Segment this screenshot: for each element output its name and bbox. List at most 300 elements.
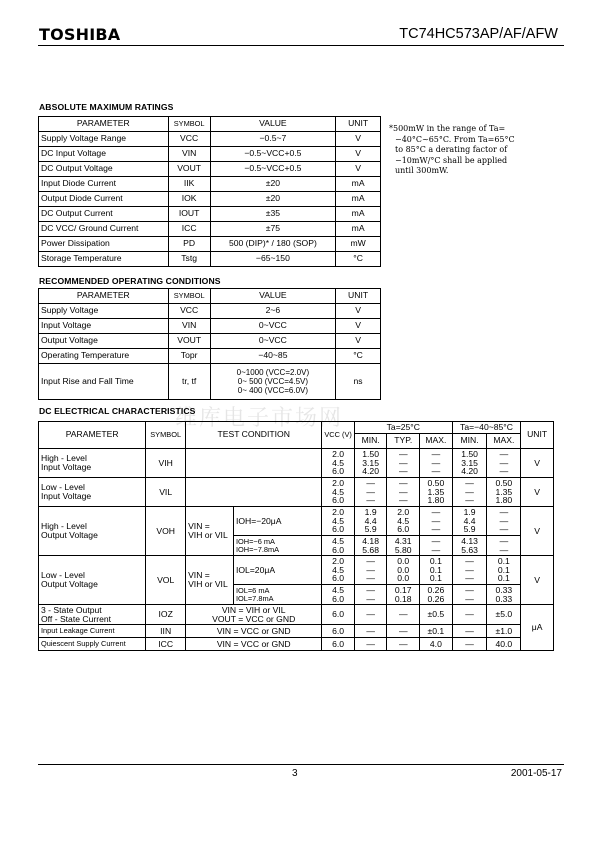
value-cell: −0.5~7 [210, 132, 336, 147]
param-cell: Output Voltage [39, 334, 169, 349]
watermark: 维库电子市场网 [175, 406, 344, 431]
cond-cell [186, 507, 234, 556]
val: 4.20 [362, 466, 379, 477]
min85-cell: — [452, 625, 487, 638]
vcc-cell [322, 556, 355, 585]
val: 4.5 [332, 515, 345, 526]
val: 0.0 [397, 573, 410, 584]
cond-line: VIH or VIL [188, 530, 228, 540]
param-cell [39, 556, 146, 605]
cond-cell [186, 449, 322, 478]
val: — [398, 495, 408, 506]
param-cell: Quiescent Supply Current [39, 638, 146, 651]
cond-cell: IOL=20μA [233, 556, 321, 585]
param-cell: DC Output Voltage [39, 162, 169, 177]
val: — [398, 449, 408, 460]
param-cell: Input Rise and Fall Time [39, 364, 169, 400]
value-line: 0~ 400 (VCC=6.0V) [237, 386, 309, 395]
val: 4.4 [364, 515, 377, 526]
unit-cell: V [336, 147, 381, 162]
param-cell [39, 507, 146, 556]
val: — [366, 593, 375, 604]
value-cell: ±20 [210, 177, 336, 192]
note-line: −40°C~65°C. From Ta=65°C [395, 134, 515, 144]
val: — [499, 449, 509, 460]
val: — [499, 544, 509, 555]
min-cell [354, 449, 387, 478]
cond-cell [233, 585, 321, 605]
val: — [465, 573, 474, 584]
unit-cell: V [336, 334, 381, 349]
val: 0.1 [429, 573, 442, 584]
val: 4.5 [332, 584, 345, 595]
val: 5.68 [362, 544, 379, 555]
col-header: Ta=25°C [354, 422, 452, 434]
col-header: MAX. [487, 434, 521, 449]
min-cell [354, 507, 387, 536]
min85-cell [452, 556, 487, 585]
val: 6.0 [397, 524, 410, 535]
symbol-cell: IIK [168, 177, 210, 192]
min-cell: — [354, 605, 387, 625]
note-line: to 85°C a derating factor of [395, 145, 508, 155]
val: 2.0 [332, 507, 345, 518]
unit-cell: mA [336, 192, 381, 207]
val: 3.15 [461, 457, 478, 468]
val: — [366, 556, 375, 567]
val: 6.0 [332, 524, 345, 535]
val: — [465, 495, 474, 506]
val: 1.9 [463, 507, 476, 518]
unit-cell: V [521, 478, 554, 507]
val: — [465, 478, 474, 489]
vcc-cell: 6.0 [322, 605, 355, 625]
max85-cell [487, 585, 521, 605]
val: 4.5 [397, 515, 410, 526]
min-cell [354, 585, 387, 605]
val: — [431, 544, 441, 555]
unit-cell: ns [336, 364, 381, 400]
max85-cell [487, 478, 521, 507]
col-header: TYP. [387, 434, 420, 449]
value-cell: ±35 [210, 207, 336, 222]
max85-cell [487, 536, 521, 556]
val: 1.35 [427, 486, 445, 497]
param-cell: Input Diode Current [39, 177, 169, 192]
val: 4.20 [461, 466, 478, 477]
note-line: until 300mW. [395, 166, 449, 176]
symbol-cell: VOL [146, 556, 186, 605]
vcc-cell [322, 478, 355, 507]
vcc-cell [322, 536, 355, 556]
unit-cell: V [336, 304, 381, 319]
col-header: UNIT [336, 117, 381, 132]
table-row [39, 192, 381, 207]
val: 4.5 [332, 486, 345, 497]
val: 0.1 [497, 556, 510, 567]
value-cell: −65~150 [210, 252, 336, 267]
symbol-cell: VCC [168, 132, 210, 147]
col-header: SYMBOL [146, 422, 186, 449]
symbol-cell: VIN [168, 147, 210, 162]
val: 0.1 [429, 564, 442, 575]
val: 6.0 [332, 466, 345, 477]
val: 2.0 [397, 507, 410, 518]
cond-line: VIN = [188, 521, 210, 532]
val: — [465, 564, 474, 575]
val: — [499, 507, 509, 518]
param-cell: Supply Voltage Range [39, 132, 169, 147]
val: 3.15 [362, 457, 379, 468]
symbol-cell: VOUT [168, 162, 210, 177]
val: — [465, 593, 474, 604]
typ-cell [387, 536, 420, 556]
val: — [398, 466, 408, 477]
col-header: MAX. [420, 434, 453, 449]
min85-cell [452, 585, 487, 605]
note-line: −10mW/°C shall be applied [395, 155, 508, 165]
val: — [366, 495, 375, 506]
part-number: TC74HC573AP/AF/AFW [399, 26, 558, 42]
val: — [431, 457, 441, 468]
val: — [431, 524, 441, 535]
val: 6.0 [332, 593, 345, 604]
val: 5.80 [394, 544, 412, 555]
val: 2.0 [332, 556, 345, 567]
val: 0.26 [427, 593, 445, 604]
min85-cell [452, 449, 487, 478]
value-cell: −0.5~VCC+0.5 [210, 162, 336, 177]
param-line: Output Voltage [41, 579, 98, 589]
toshiba-logo: TOSHIBA [39, 25, 121, 44]
val: — [431, 535, 441, 546]
amr-table [38, 116, 381, 267]
min-cell: — [354, 625, 387, 638]
val: — [499, 524, 509, 535]
val: 1.80 [495, 495, 513, 506]
param-line: Output Voltage [41, 530, 98, 540]
param-cell: DC Input Voltage [39, 147, 169, 162]
val: — [431, 449, 441, 460]
param-cell: Input Leakage Current [39, 625, 146, 638]
min85-cell [452, 478, 487, 507]
param-line: Input Voltage [41, 462, 92, 472]
value-line: 0~1000 (VCC=2.0V) [236, 368, 310, 377]
col-header: MIN. [354, 434, 387, 449]
max85-cell: ±1.0 [487, 625, 521, 638]
val: 4.5 [332, 535, 345, 546]
cond-line: IOL=7.8mA [235, 593, 274, 603]
max-cell: ±0.1 [420, 625, 453, 638]
col-header: PARAMETER [39, 289, 169, 304]
typ-cell: — [387, 605, 420, 625]
param-cell: Supply Voltage [39, 304, 169, 319]
val: 0.50 [495, 478, 513, 489]
cond-line: VIN = [188, 570, 210, 581]
max85-cell [487, 449, 521, 478]
table-row [39, 349, 381, 364]
symbol-cell: IOUT [168, 207, 210, 222]
val: 1.9 [364, 507, 377, 518]
max-cell: ±0.5 [420, 605, 453, 625]
cond-cell [233, 536, 321, 556]
max85-cell [487, 507, 521, 536]
val: — [431, 515, 441, 526]
table-row [39, 162, 381, 177]
val: 1.35 [495, 486, 513, 497]
val: 0.0 [397, 564, 410, 575]
header-rule [38, 45, 564, 46]
symbol-cell: VCC [168, 304, 210, 319]
symbol-cell: VOH [146, 507, 186, 556]
symbol-cell: VIH [146, 449, 186, 478]
min-cell [354, 478, 387, 507]
param-line: 3 - State Output [41, 604, 102, 615]
cond-line: VIH or VIL [188, 579, 228, 589]
min-cell [354, 536, 387, 556]
cond-cell: IOH=−20μA [233, 507, 321, 536]
max85-cell [487, 556, 521, 585]
symbol-cell: PD [168, 237, 210, 252]
val: 4.5 [332, 564, 345, 575]
unit-cell: mA [336, 222, 381, 237]
vcc-cell [322, 585, 355, 605]
val: — [465, 556, 474, 567]
min85-cell: — [452, 605, 487, 625]
symbol-cell: VIL [146, 478, 186, 507]
val: — [398, 486, 408, 497]
cond-line: VIN = VIH or VIL [221, 604, 286, 615]
cond-line: IOL=6 mA [235, 586, 270, 596]
val: 4.31 [394, 535, 412, 546]
unit-cell: V [521, 449, 554, 478]
val: 0.1 [429, 556, 442, 567]
val: 6.0 [332, 573, 345, 584]
col-header: MIN. [452, 434, 487, 449]
symbol-cell: ICC [146, 638, 186, 651]
cond-line: VOUT = VCC or GND [212, 613, 296, 624]
table-row [39, 177, 381, 192]
min-cell: — [354, 638, 387, 651]
max-cell: 4.0 [420, 638, 453, 651]
max-cell [420, 507, 453, 536]
roc-table [38, 288, 381, 400]
param-cell [39, 605, 146, 625]
val: — [366, 564, 375, 575]
max85-cell: 40.0 [487, 638, 521, 651]
symbol-cell: IIN [146, 625, 186, 638]
dc-title: DC ELECTRICAL CHARACTERISTICS [39, 406, 196, 416]
param-cell: DC Output Current [39, 207, 169, 222]
dc-table [38, 421, 554, 651]
max-cell [420, 585, 453, 605]
val: 0.50 [427, 478, 445, 489]
param-cell: Power Dissipation [39, 237, 169, 252]
col-header: TEST CONDITION [186, 422, 322, 449]
value-cell: 500 (DIP)* / 180 (SOP) [210, 237, 336, 252]
max-cell [420, 449, 453, 478]
val: 6.0 [332, 544, 345, 555]
cond-cell [186, 556, 234, 605]
symbol-cell: Tstg [168, 252, 210, 267]
min85-cell [452, 536, 487, 556]
val: 0.17 [394, 584, 412, 595]
col-header: UNIT [521, 422, 554, 449]
param-line: High - Level [41, 453, 87, 464]
value-cell: −40~85 [210, 349, 336, 364]
vcc-cell [322, 507, 355, 536]
val: — [431, 466, 441, 477]
unit-cell: μA [521, 605, 554, 651]
symbol-cell: VOUT [168, 334, 210, 349]
val: 0.33 [495, 584, 513, 595]
unit-cell: V [336, 162, 381, 177]
vcc-cell [322, 449, 355, 478]
param-cell [39, 449, 146, 478]
val: — [499, 466, 509, 477]
unit-cell: mW [336, 237, 381, 252]
val: — [366, 486, 375, 497]
min85-cell [452, 507, 487, 536]
param-cell: Output Diode Current [39, 192, 169, 207]
unit-cell: °C [336, 349, 381, 364]
value-cell: ±20 [210, 192, 336, 207]
cond-cell [186, 478, 322, 507]
symbol-cell: VIN [168, 319, 210, 334]
typ-cell: — [387, 625, 420, 638]
table-row [39, 207, 381, 222]
unit-cell: mA [336, 177, 381, 192]
value-cell: −0.5~VCC+0.5 [210, 147, 336, 162]
value-line: 0~ 500 (VCC=4.5V) [237, 377, 309, 386]
val: 5.9 [463, 524, 476, 535]
param-line: Off - State Current [41, 613, 112, 624]
max-cell [420, 478, 453, 507]
val: 4.4 [463, 515, 476, 526]
val: 2.0 [332, 478, 345, 489]
val: — [366, 478, 375, 489]
col-header: PARAMETER [39, 117, 169, 132]
typ-cell [387, 556, 420, 585]
val: — [499, 515, 509, 526]
val: 4.5 [332, 457, 345, 468]
footer-rule [38, 764, 564, 765]
val: 1.50 [461, 449, 478, 460]
val: — [431, 507, 441, 518]
val: — [398, 478, 408, 489]
typ-cell [387, 449, 420, 478]
min85-cell: — [452, 638, 487, 651]
param-line: High - Level [41, 521, 87, 532]
value-cell: 0~VCC [210, 319, 336, 334]
val: 0.18 [394, 593, 412, 604]
typ-cell: — [387, 638, 420, 651]
footer-date: 2001-05-17 [510, 768, 562, 779]
val: 0.1 [497, 573, 510, 584]
max85-cell: ±5.0 [487, 605, 521, 625]
unit-cell: V [336, 319, 381, 334]
value-cell: 2~6 [210, 304, 336, 319]
val: 1.80 [427, 495, 445, 506]
symbol-cell: IOZ [146, 605, 186, 625]
amr-footnote [389, 124, 569, 177]
param-cell: Operating Temperature [39, 349, 169, 364]
param-line: Low - Level [41, 570, 85, 581]
table-row [39, 252, 381, 267]
table-row [39, 304, 381, 319]
table-row [39, 237, 381, 252]
unit-cell: V [521, 556, 554, 605]
cond-cell: VIN = VCC or GND [186, 638, 322, 651]
table-row [39, 319, 381, 334]
val: — [499, 535, 509, 546]
table-row [39, 147, 381, 162]
param-cell: DC VCC/ Ground Current [39, 222, 169, 237]
val: — [499, 457, 509, 468]
table-row [39, 334, 381, 349]
unit-cell: °C [336, 252, 381, 267]
param-cell [39, 478, 146, 507]
min-cell [354, 556, 387, 585]
val: 1.50 [362, 449, 379, 460]
col-header: VALUE [210, 289, 336, 304]
unit-cell: mA [336, 207, 381, 222]
table-row [39, 132, 381, 147]
max-cell [420, 556, 453, 585]
symbol-cell: tr, tf [168, 364, 210, 400]
param-line: Low - Level [41, 482, 85, 493]
symbol-cell: IOK [168, 192, 210, 207]
col-header: UNIT [336, 289, 381, 304]
col-header: Ta=−40~85°C [452, 422, 521, 434]
val: 6.0 [332, 495, 345, 506]
roc-title: RECOMMENDED OPERATING CONDITIONS [39, 276, 221, 286]
param-cell: Storage Temperature [39, 252, 169, 267]
unit-cell: V [521, 507, 554, 556]
val: 0.26 [427, 584, 445, 595]
col-header: SYMBOL [168, 289, 210, 304]
val: — [366, 584, 375, 595]
val: 5.9 [364, 524, 377, 535]
cond-cell [186, 605, 322, 625]
typ-cell [387, 507, 420, 536]
val: 5.63 [461, 544, 478, 555]
amr-title: ABSOLUTE MAXIMUM RATINGS [39, 102, 174, 112]
val: 4.18 [362, 535, 379, 546]
value-cell: ±75 [210, 222, 336, 237]
val: 0.1 [497, 564, 510, 575]
note-line: *500mW in the range of Ta= [389, 124, 506, 133]
cond-line: IOH=−6 mA [235, 537, 275, 547]
table-row [39, 222, 381, 237]
page-number: 3 [292, 768, 298, 779]
val: 0.33 [495, 593, 513, 604]
typ-cell [387, 478, 420, 507]
param-cell: Input Voltage [39, 319, 169, 334]
val: — [398, 457, 408, 468]
value-cell [210, 364, 336, 400]
col-header: SYMBOL [168, 117, 210, 132]
symbol-cell: Topr [168, 349, 210, 364]
col-header: VALUE [210, 117, 336, 132]
val: 4.13 [461, 535, 478, 546]
val: 2.0 [332, 449, 345, 460]
val: 0.0 [397, 556, 410, 567]
col-header: PARAMETER [39, 422, 146, 449]
val: — [465, 486, 474, 497]
val: — [465, 584, 474, 595]
vcc-cell: 6.0 [322, 625, 355, 638]
